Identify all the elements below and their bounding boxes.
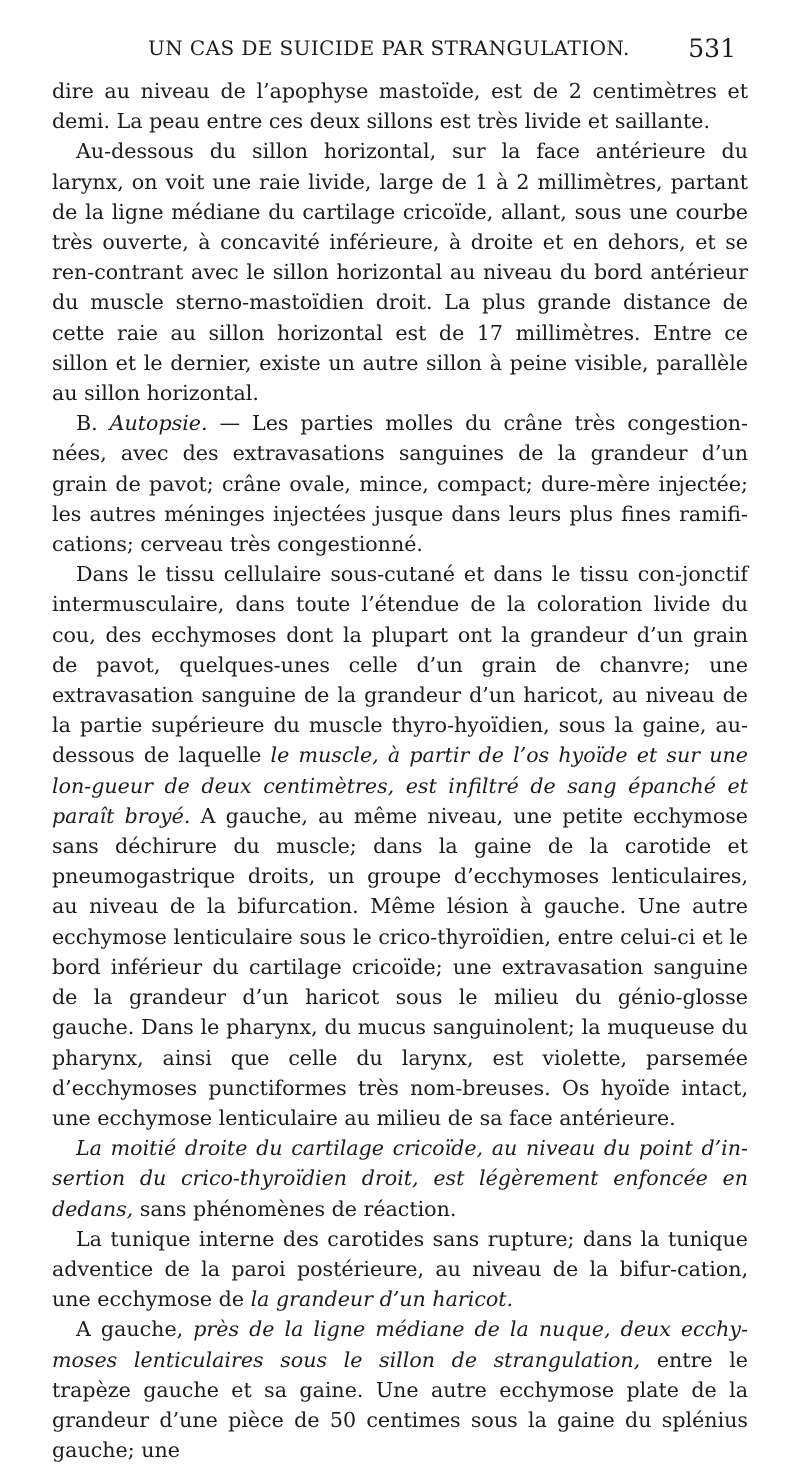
paragraph-7-text-b: entre le trapèze gauche et sa gaine. Une autre ecchymose plate de la grandeur d’une pièce de 50 centimes sous la gaine du splénius gauche; une: [52, 1347, 748, 1463]
paragraph-6: [52, 1224, 748, 1315]
paragraph-6-italic: la grandeur d’un haricot.: [250, 1287, 514, 1312]
section-heading: Autopsie.: [109, 411, 208, 436]
paragraph-autopsie: [52, 408, 748, 559]
paragraph-2-text: Au-dessous du sillon horizontal, sur la face antérieure du larynx, on voit une raie livide, large de 1 à 2 millimètres, partant de la ligne médiane du cartilage cricoïde, allant, sous une courbe très ouverte, à concavité inférieure, à droite et en dehors, et se ren-contrant avec le sillon horizontal au niveau du bord antérieur du muscle sterno-mastoïdien droit. La plus grande distance de cette raie au sillon horizontal est de 17 millimètres. Entre ce sillon et le dernier, existe un autre sillon à peine visible, parallèle au sillon horizontal.: [52, 139, 748, 406]
paragraph-5-text: sans phénomènes de réaction.: [133, 1196, 457, 1221]
section-letter: B.: [76, 411, 110, 436]
paragraph-4-text-b: A gauche, au même niveau, une petite ecchymose sans déchirure du muscle; dans la gaine de la carotide et pneumogastrique droits, un groupe d’ecchymoses lenticulaires, au niveau de la bifurcation. Même lésion à gauche. Une autre ecchymose lenticulaire sous le crico-thyroïdien, entre celui-ci et le bord inférieur du cartilage cricoïde; une extravasation sanguine de la grandeur d’un haricot sous le milieu du génio-glosse gauche. Dans le pharynx, du mucus sanguinolent; la muqueuse du pharynx, ainsi que celle du larynx, est violette, parsemée d’ecchymoses punctiformes très nom-breuses. Os hyoïde intact, une ecchymose lenticulaire au milieu de sa face antérieure.: [52, 803, 748, 1130]
page-number: 531: [688, 34, 736, 63]
paragraph-1: [52, 76, 748, 136]
paragraph-4: [52, 559, 748, 1133]
paragraph-6-text: La tunique interne des carotides sans rupture; dans la tunique adventice de la paroi postérieure, au niveau de la bifur-cation, une ecchymose de: [52, 1226, 748, 1312]
paragraph-7-text-a: A gauche,: [76, 1317, 194, 1342]
paragraph-3-text: — Les parties molles du crâne très congestion-nées, avec des extravasations sanguines de la grandeur d’un grain de pavot; crâne ovale, mince, compact; dure-mère injectée; les autres méninges injectées jusque dans leurs plus fines ramifi-cations; cerveau très congestionné.: [52, 411, 748, 557]
paragraph-4-italic: le muscle, à partir de l’os hyoïde et sur une lon-gueur de deux centimètres, est infiltré de sang épanché et paraît broyé.: [52, 743, 748, 828]
page-body: [52, 76, 748, 1465]
paragraph-7-italic: près de la ligne médiane de la nuque, deux ecchy-moses lenticulaires sous le sillon de strangulation,: [52, 1317, 748, 1372]
running-title: UN CAS DE SUICIDE PAR STRANGULATION.: [148, 36, 630, 60]
paragraph-5: [52, 1133, 748, 1224]
paragraph-7: [52, 1314, 748, 1465]
page-header: [52, 34, 748, 74]
paragraph-5-italic: La moitié droite du cartilage cricoïde, au niveau du point d’in-sertion du crico-thyroïdien droit, est légèrement enfoncée en dedans,: [52, 1136, 748, 1221]
paragraph-2: [52, 136, 748, 408]
paragraph-1-text: dire au niveau de l’apophyse mastoïde, est de 2 centimètres et demi. La peau entre ces deux sillons est très livide et saillante.: [52, 79, 748, 134]
paragraph-4-text-a: Dans le tissu cellulaire sous-cutané et dans le tissu con-jonctif intermusculaire, dans toute l’étendue de la coloration livide du cou, des ecchymoses dont la plupart ont la grandeur d’un grain de pavot, quelques-unes celle d’un grain de chanvre; une extravasation sanguine de la grandeur d’un haricot, au niveau de la partie supérieure du muscle thyro-hyoïdien, sous la gaine, au-dessous de laquelle: [52, 562, 748, 768]
